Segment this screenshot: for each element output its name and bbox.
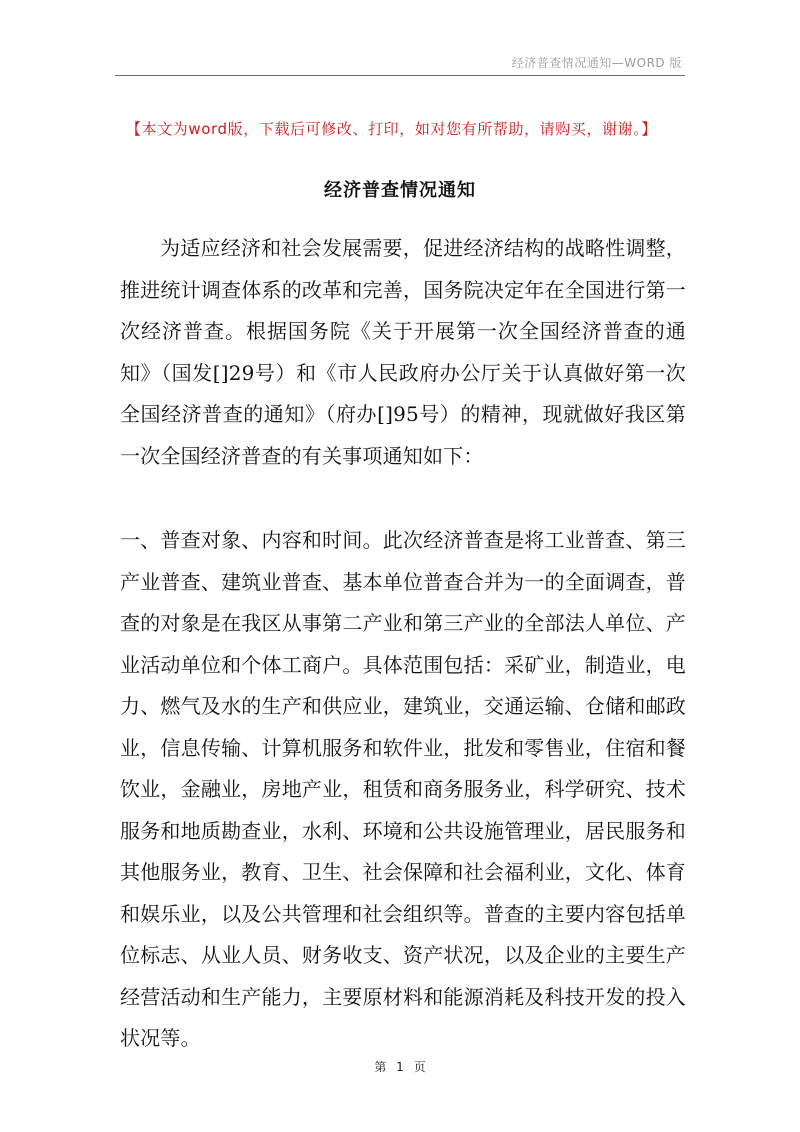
paragraph-section-one: 一、普查对象、内容和时间。此次经济普查是将工业普查、第三产业普查、建筑业普查、基本单位普查合并为一的全面调查，普查的对象是在我区从事第二产业和第三产业的全部法人单位、产业活动单位和个体工商户。具体范围包括：采矿业，制造业，电力、燃气及水的生产和供应业，建筑业，交通运输、仓储和邮政业，信息传输、计算机服务和软件业，批发和零售业，住宿和餐饮业，金融业，房地产业，租赁和商务服务业，科学研究、技术服务和地质勘查业，水利、环境和公共设施管理业，居民服务和其他服务业，教育、卫生、社会保障和社会福利业，文化、体育和娱乐业，以及公共管理和社会组织等。普查的主要内容包括单位标志、从业人员、财务收支、资产状况，以及企业的主要生产经营活动和生产能力，主要原材料和能源消耗及科技开发的投入状况等。 xyxy=(120,528,686,1050)
page-number: 1 xyxy=(396,1060,404,1074)
page-footer xyxy=(0,1058,800,1075)
purchase-notice: 【本文为word版，下载后可修改、打印，如对您有所帮助，请购买，谢谢。】 xyxy=(126,120,657,138)
document-title: 经济普查情况通知 xyxy=(324,180,476,201)
paragraph-intro: 为适应经济和社会发展需要，促进经济结构的战略性调整，推进统计调查体系的改革和完善，国务院决定年在全国进行第一次经济普查。根据国务院《关于开展第一次全国经济普查的通知》（国发[]29号）和《市人民政府办公厅关于认真做好第一次全国经济普查的通知》（府办[]95号）的精神，现就做好我区第一次全国经济普查的有关事项通知如下： xyxy=(120,236,686,468)
header-divider xyxy=(115,75,685,76)
footer-suffix: 页 xyxy=(413,1060,426,1074)
footer-prefix: 第 xyxy=(374,1060,387,1074)
running-header: 经济普查情况通知—WORD 版 xyxy=(511,56,682,70)
